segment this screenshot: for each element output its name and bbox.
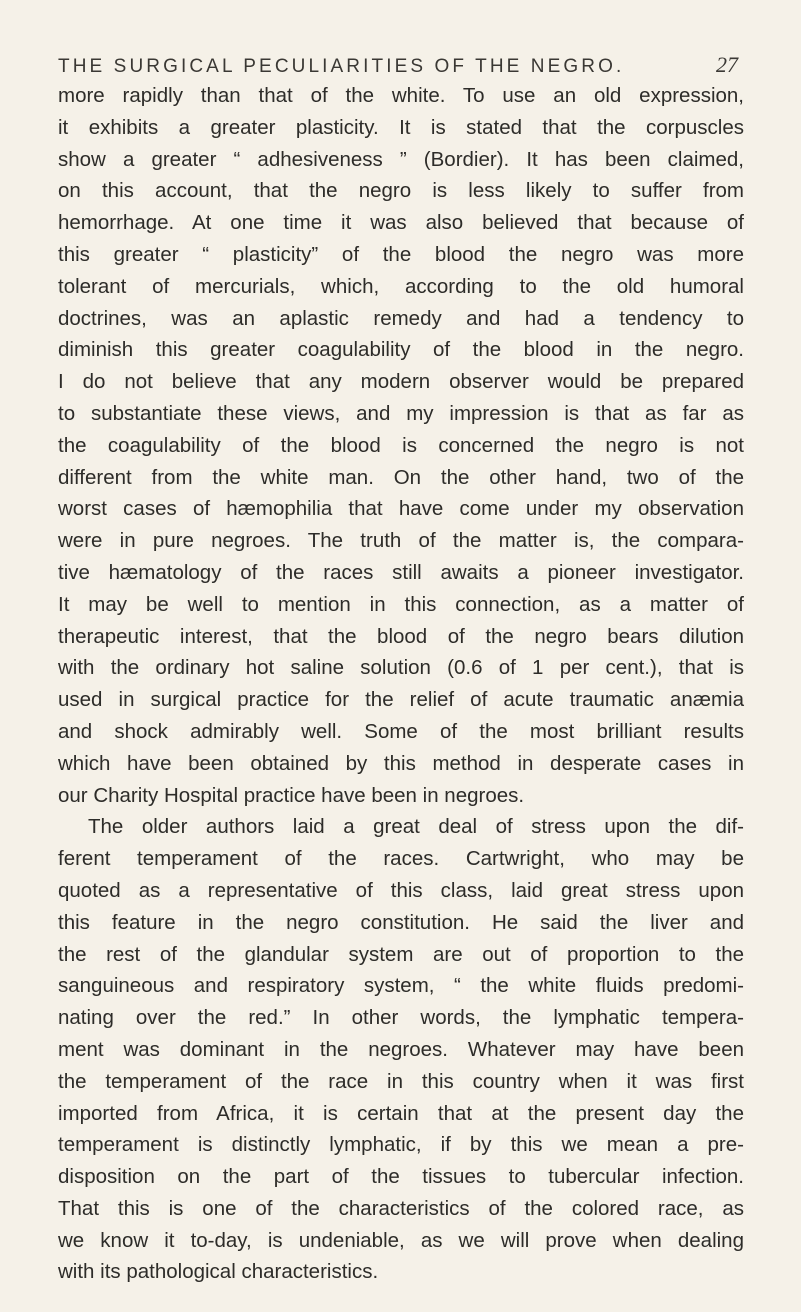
text-line: doctrines, was an aplastic remedy and had a tendency to: [58, 306, 744, 330]
text-line: were in pure negroes. The truth of the matter is, the compara-: [58, 529, 744, 553]
text-line: we know it to-day, is undeniable, as we will prove when dealing: [58, 1228, 744, 1252]
text-line: with its pathological characteristics.: [58, 1260, 379, 1284]
text-line: worst cases of hæmophilia that have come under my observation: [58, 497, 744, 521]
text-line: used in surgical practice for the relief of acute traumatic anæmia: [58, 688, 744, 712]
text-line: quoted as a representative of this class, laid great stress upon: [58, 878, 744, 902]
text-line: with the ordinary hot saline solution (0.6 of 1 per cent.), that is: [58, 656, 744, 680]
text-line: hemorrhage. At one time it was also believed that because of: [58, 211, 744, 235]
body-text: [58, 80, 744, 1288]
page-number: 27: [716, 52, 738, 77]
text-line: and shock admirably well. Some of the most brilliant results: [58, 719, 744, 743]
text-line: tive hæmatology of the races still awaits a pioneer investigator.: [58, 560, 744, 584]
text-line: more rapidly than that of the white. To use an old expression,: [58, 84, 744, 107]
text-line: it exhibits a greater plasticity. It is stated that the corpuscles: [58, 115, 744, 139]
text-line: this greater “ plasticity” of the blood the negro was more: [58, 242, 744, 266]
text-line: the coagulability of the blood is concerned the negro is not: [58, 433, 744, 457]
text-line: imported from Africa, it is certain that at the present day the: [58, 1101, 744, 1125]
text-line: temperament is distinctly lymphatic, if by this we mean a pre-: [58, 1133, 744, 1157]
text-line: sanguineous and respiratory system, “ the white fluids predomi-: [58, 974, 744, 998]
text-line: It may be well to mention in this connection, as a matter of: [58, 592, 744, 616]
text-line: therapeutic interest, that the blood of the negro bears dilution: [58, 624, 744, 648]
text-line: our Charity Hospital practice have been in negroes.: [58, 783, 525, 807]
text-line: to substantiate these views, and my impression is that as far as: [58, 401, 744, 425]
text-line: the rest of the glandular system are out of proportion to the: [58, 942, 744, 966]
text-line: different from the white man. On the other hand, two of the: [58, 465, 744, 489]
text-line: The older authors laid a great deal of stress upon the dif-: [88, 815, 744, 839]
text-line: I do not believe that any modern observer would be prepared: [58, 370, 744, 394]
text-line: diminish this greater coagulability of the blood in the negro.: [58, 338, 744, 362]
text-line: nating over the red.” In other words, the lymphatic tempera-: [58, 1006, 744, 1030]
text-line: this feature in the negro constitution. He said the liver and: [58, 910, 744, 934]
text-line: on this account, that the negro is less likely to suffer from: [58, 179, 744, 203]
text-line: ment was dominant in the negroes. Whatever may have been: [58, 1037, 744, 1061]
text-line: tolerant of mercurials, which, according to the old humoral: [58, 274, 744, 298]
running-header: [58, 52, 738, 80]
text-line: That this is one of the characteristics of the colored race, as: [58, 1196, 744, 1220]
running-title: THE SURGICAL PECULIARITIES OF THE NEGRO.: [58, 56, 625, 77]
text-line: ferent temperament of the races. Cartwright, who may be: [58, 847, 744, 871]
text-line: show a greater “ adhesiveness ” (Bordier). It has been claimed,: [58, 147, 744, 171]
text-line: the temperament of the race in this country when it was first: [58, 1069, 744, 1093]
text-line: which have been obtained by this method in desperate cases in: [58, 751, 744, 775]
text-line: disposition on the part of the tissues to tubercular infection.: [58, 1165, 744, 1189]
